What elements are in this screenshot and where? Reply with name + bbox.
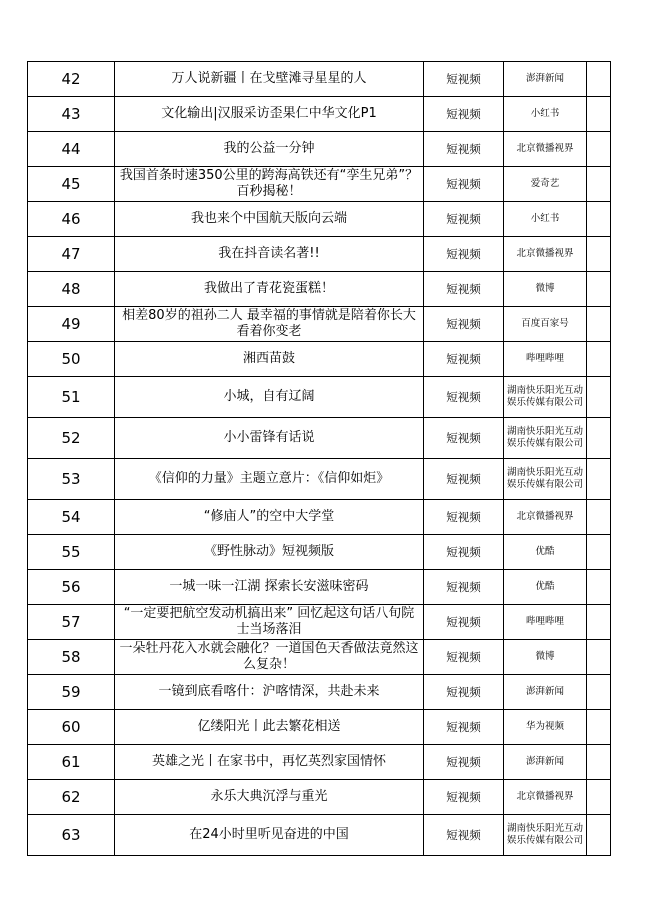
extra-cell (587, 132, 611, 167)
row-number: 42 (28, 62, 115, 97)
work-title: “修庙人”的空中大学堂 (115, 500, 424, 535)
row-number: 45 (28, 167, 115, 202)
work-type: 短视频 (424, 745, 504, 780)
platform: 澎湃新闻 (504, 745, 587, 780)
work-title: 湘西苗鼓 (115, 342, 424, 377)
extra-cell (587, 815, 611, 856)
extra-cell (587, 640, 611, 675)
work-title: 万人说新疆丨在戈壁滩寻星星的人 (115, 62, 424, 97)
extra-cell (587, 500, 611, 535)
row-number: 50 (28, 342, 115, 377)
work-title: 我也来个中国航天版向云端 (115, 202, 424, 237)
work-title: 永乐大典沉浮与重光 (115, 780, 424, 815)
row-number: 51 (28, 377, 115, 418)
table-row (28, 237, 611, 272)
table-row (28, 307, 611, 342)
work-type: 短视频 (424, 570, 504, 605)
extra-cell (587, 605, 611, 640)
row-number: 46 (28, 202, 115, 237)
extra-cell (587, 535, 611, 570)
table-row (28, 745, 611, 780)
work-type: 短视频 (424, 342, 504, 377)
work-type: 短视频 (424, 815, 504, 856)
work-type: 短视频 (424, 535, 504, 570)
table-row (28, 500, 611, 535)
work-type: 短视频 (424, 132, 504, 167)
row-number: 55 (28, 535, 115, 570)
table-row (28, 710, 611, 745)
work-type: 短视频 (424, 307, 504, 342)
platform: 小红书 (504, 202, 587, 237)
table-row (28, 605, 611, 640)
table-row (28, 62, 611, 97)
work-type: 短视频 (424, 605, 504, 640)
table-row (28, 202, 611, 237)
work-type: 短视频 (424, 459, 504, 500)
work-title: 一镜到底看喀什：沪喀情深，共赴未来 (115, 675, 424, 710)
work-type: 短视频 (424, 167, 504, 202)
platform: 哔哩哔哩 (504, 605, 587, 640)
work-type: 短视频 (424, 500, 504, 535)
table-row (28, 535, 611, 570)
platform: 华为视频 (504, 710, 587, 745)
extra-cell (587, 202, 611, 237)
work-type: 短视频 (424, 710, 504, 745)
work-type: 短视频 (424, 418, 504, 459)
platform: 北京微播视界 (504, 237, 587, 272)
work-type: 短视频 (424, 272, 504, 307)
platform: 小红书 (504, 97, 587, 132)
platform: 北京微播视界 (504, 780, 587, 815)
row-number: 52 (28, 418, 115, 459)
row-number: 44 (28, 132, 115, 167)
row-number: 59 (28, 675, 115, 710)
extra-cell (587, 780, 611, 815)
work-type: 短视频 (424, 780, 504, 815)
table-row (28, 342, 611, 377)
table-row (28, 640, 611, 675)
work-title: “一定要把航空发动机搞出来” 回忆起这句话八旬院士当场落泪 (115, 605, 424, 640)
row-number: 61 (28, 745, 115, 780)
work-title: 《野性脉动》短视频版 (115, 535, 424, 570)
platform: 优酷 (504, 570, 587, 605)
platform: 澎湃新闻 (504, 675, 587, 710)
row-number: 47 (28, 237, 115, 272)
extra-cell (587, 710, 611, 745)
platform: 北京微播视界 (504, 500, 587, 535)
row-number: 54 (28, 500, 115, 535)
table-row (28, 780, 611, 815)
table-row (28, 377, 611, 418)
row-number: 48 (28, 272, 115, 307)
work-type: 短视频 (424, 377, 504, 418)
row-number: 63 (28, 815, 115, 856)
extra-cell (587, 418, 611, 459)
work-title: 《信仰的力量》主题立意片：《信仰如炬》 (115, 459, 424, 500)
platform: 湖南快乐阳光互动娱乐传媒有限公司 (504, 377, 587, 418)
platform: 湖南快乐阳光互动娱乐传媒有限公司 (504, 418, 587, 459)
extra-cell (587, 307, 611, 342)
work-title: 我在抖音读名著!! (115, 237, 424, 272)
platform: 爱奇艺 (504, 167, 587, 202)
row-number: 62 (28, 780, 115, 815)
work-type: 短视频 (424, 675, 504, 710)
extra-cell (587, 97, 611, 132)
work-title: 一朵牡丹花入水就会融化？一道国色天香做法竟然这么复杂！ (115, 640, 424, 675)
platform: 湖南快乐阳光互动娱乐传媒有限公司 (504, 459, 587, 500)
table-row (28, 97, 611, 132)
table-row (28, 570, 611, 605)
extra-cell (587, 459, 611, 500)
row-number: 57 (28, 605, 115, 640)
work-title: 亿缕阳光丨此去繁花相送 (115, 710, 424, 745)
extra-cell (587, 167, 611, 202)
work-type: 短视频 (424, 97, 504, 132)
platform: 澎湃新闻 (504, 62, 587, 97)
platform: 北京微播视界 (504, 132, 587, 167)
work-title: 小小雷锋有话说 (115, 418, 424, 459)
platform: 湖南快乐阳光互动娱乐传媒有限公司 (504, 815, 587, 856)
work-title: 我的公益一分钟 (115, 132, 424, 167)
work-type: 短视频 (424, 237, 504, 272)
work-title: 文化输出|汉服采访歪果仁中华文化P1 (115, 97, 424, 132)
row-number: 56 (28, 570, 115, 605)
row-number: 43 (28, 97, 115, 132)
row-number: 60 (28, 710, 115, 745)
work-title: 我国首条时速350公里的跨海高铁还有“孪生兄弟”？百秒揭秘！ (115, 167, 424, 202)
table-row (28, 815, 611, 856)
work-type: 短视频 (424, 62, 504, 97)
platform: 微博 (504, 272, 587, 307)
work-title: 一城一味一江湖 探索长安滋味密码 (115, 570, 424, 605)
extra-cell (587, 62, 611, 97)
table-row (28, 272, 611, 307)
table-row (28, 167, 611, 202)
work-type: 短视频 (424, 202, 504, 237)
table-row (28, 675, 611, 710)
table-row (28, 459, 611, 500)
table-row (28, 132, 611, 167)
extra-cell (587, 377, 611, 418)
platform: 哔哩哔哩 (504, 342, 587, 377)
table-body (28, 62, 611, 856)
platform: 百度百家号 (504, 307, 587, 342)
work-type: 短视频 (424, 640, 504, 675)
row-number: 58 (28, 640, 115, 675)
table-row (28, 418, 611, 459)
work-title: 在24小时里听见奋进的中国 (115, 815, 424, 856)
row-number: 53 (28, 459, 115, 500)
work-title: 我做出了青花瓷蛋糕！ (115, 272, 424, 307)
platform: 优酷 (504, 535, 587, 570)
row-number: 49 (28, 307, 115, 342)
work-title: 相差80岁的祖孙二人 最幸福的事情就是陪着你长大 看着你变老 (115, 307, 424, 342)
extra-cell (587, 272, 611, 307)
extra-cell (587, 570, 611, 605)
extra-cell (587, 237, 611, 272)
extra-cell (587, 342, 611, 377)
entries-table (27, 61, 611, 856)
platform: 微博 (504, 640, 587, 675)
extra-cell (587, 745, 611, 780)
extra-cell (587, 675, 611, 710)
work-title: 英雄之光丨在家书中，再忆英烈家国情怀 (115, 745, 424, 780)
work-title: 小城，自有辽阔 (115, 377, 424, 418)
